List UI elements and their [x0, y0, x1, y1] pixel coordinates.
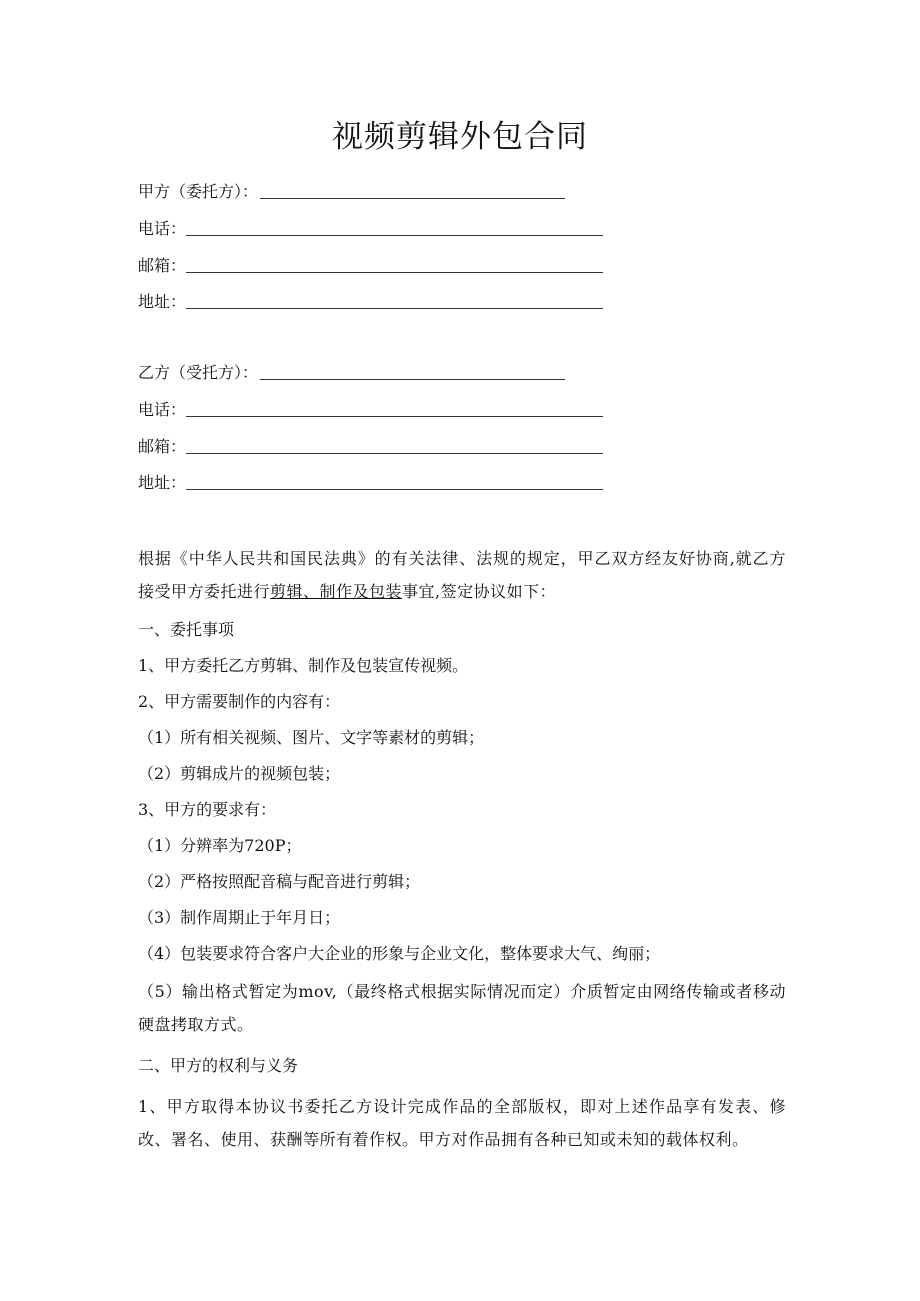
section-1-title: 一、委托事项: [138, 620, 235, 639]
party-a-field: [138, 180, 565, 204]
party-a-phone-blank[interactable]: [186, 218, 603, 236]
party-b-email-label: 邮箱：: [138, 437, 187, 456]
party-a-email-blank[interactable]: [186, 255, 603, 273]
clause-line: （2）剪辑成片的视频包装；: [138, 764, 341, 783]
party-a-address-label: 地址：: [138, 292, 187, 311]
party-b-address-field: [138, 471, 603, 495]
clause-line: （1）分辨率为720P；: [138, 836, 302, 855]
party-b-phone-field: [138, 398, 603, 422]
party-b-address-label: 地址：: [138, 473, 187, 492]
party-b-label: 乙方（受托方）：: [138, 363, 259, 382]
clause-line: （2）严格按照配音稿与配音进行剪辑；: [138, 872, 421, 891]
party-b-email-blank[interactable]: [186, 436, 603, 454]
party-a-address-blank[interactable]: [186, 291, 603, 309]
party-b-address-blank[interactable]: [186, 472, 603, 490]
clause-line: （3）制作周期止于年月日；: [138, 908, 341, 927]
party-a-blank[interactable]: [260, 181, 565, 199]
party-b-field: [138, 361, 565, 385]
clause-line: （4）包装要求符合客户大企业的形象与企业文化，整体要求大气、绚丽；: [138, 944, 661, 963]
clause-line: （1）所有相关视频、图片、文字等素材的剪辑；: [138, 728, 485, 747]
clause-line: 1、甲方委托乙方剪辑、制作及包装宣传视频。: [138, 656, 469, 675]
party-a-phone-field: [138, 217, 603, 241]
party-a-email-field: [138, 254, 603, 278]
party-a-label: 甲方（委托方）：: [138, 182, 259, 201]
format-paragraph: （5）输出格式暂定为mov,（最终格式根据实际情况而定）介质暂定由网络传输或者移动硬盘拷取方式。: [138, 982, 786, 1034]
preamble-paragraph: [138, 542, 786, 608]
party-b-email-field: [138, 435, 603, 459]
party-a-phone-label: 电话：: [138, 219, 187, 238]
party-b-phone-label: 电话：: [138, 400, 187, 419]
rights-paragraph: 1、甲方取得本协议书委托乙方设计完成作品的全部版权，即对上述作品享有发表、修改、署名、使用、获酬等所有着作权。甲方对作品拥有各种已知或未知的载体权利。: [138, 1097, 786, 1149]
preamble-underlined: 剪辑、制作及包装: [270, 582, 403, 601]
clause-line: 2、甲方需要制作的内容有：: [138, 692, 341, 711]
party-a-address-field: [138, 290, 603, 314]
party-b-blank[interactable]: [260, 362, 565, 380]
section-2-title: 二、甲方的权利与义务: [138, 1056, 299, 1075]
preamble-text-2: 事宜,签定协议如下：: [402, 582, 557, 601]
preamble-text-1: 根据《中华人民共和国民法典》的有关法律、法规的规定，甲乙双方经友好协商,就乙方接受甲方委托进行: [138, 549, 786, 601]
party-a-email-label: 邮箱：: [138, 256, 187, 275]
clause-line: 3、甲方的要求有：: [138, 800, 277, 819]
party-b-phone-blank[interactable]: [186, 399, 603, 417]
document-title: 视频剪辑外包合同: [332, 119, 588, 155]
